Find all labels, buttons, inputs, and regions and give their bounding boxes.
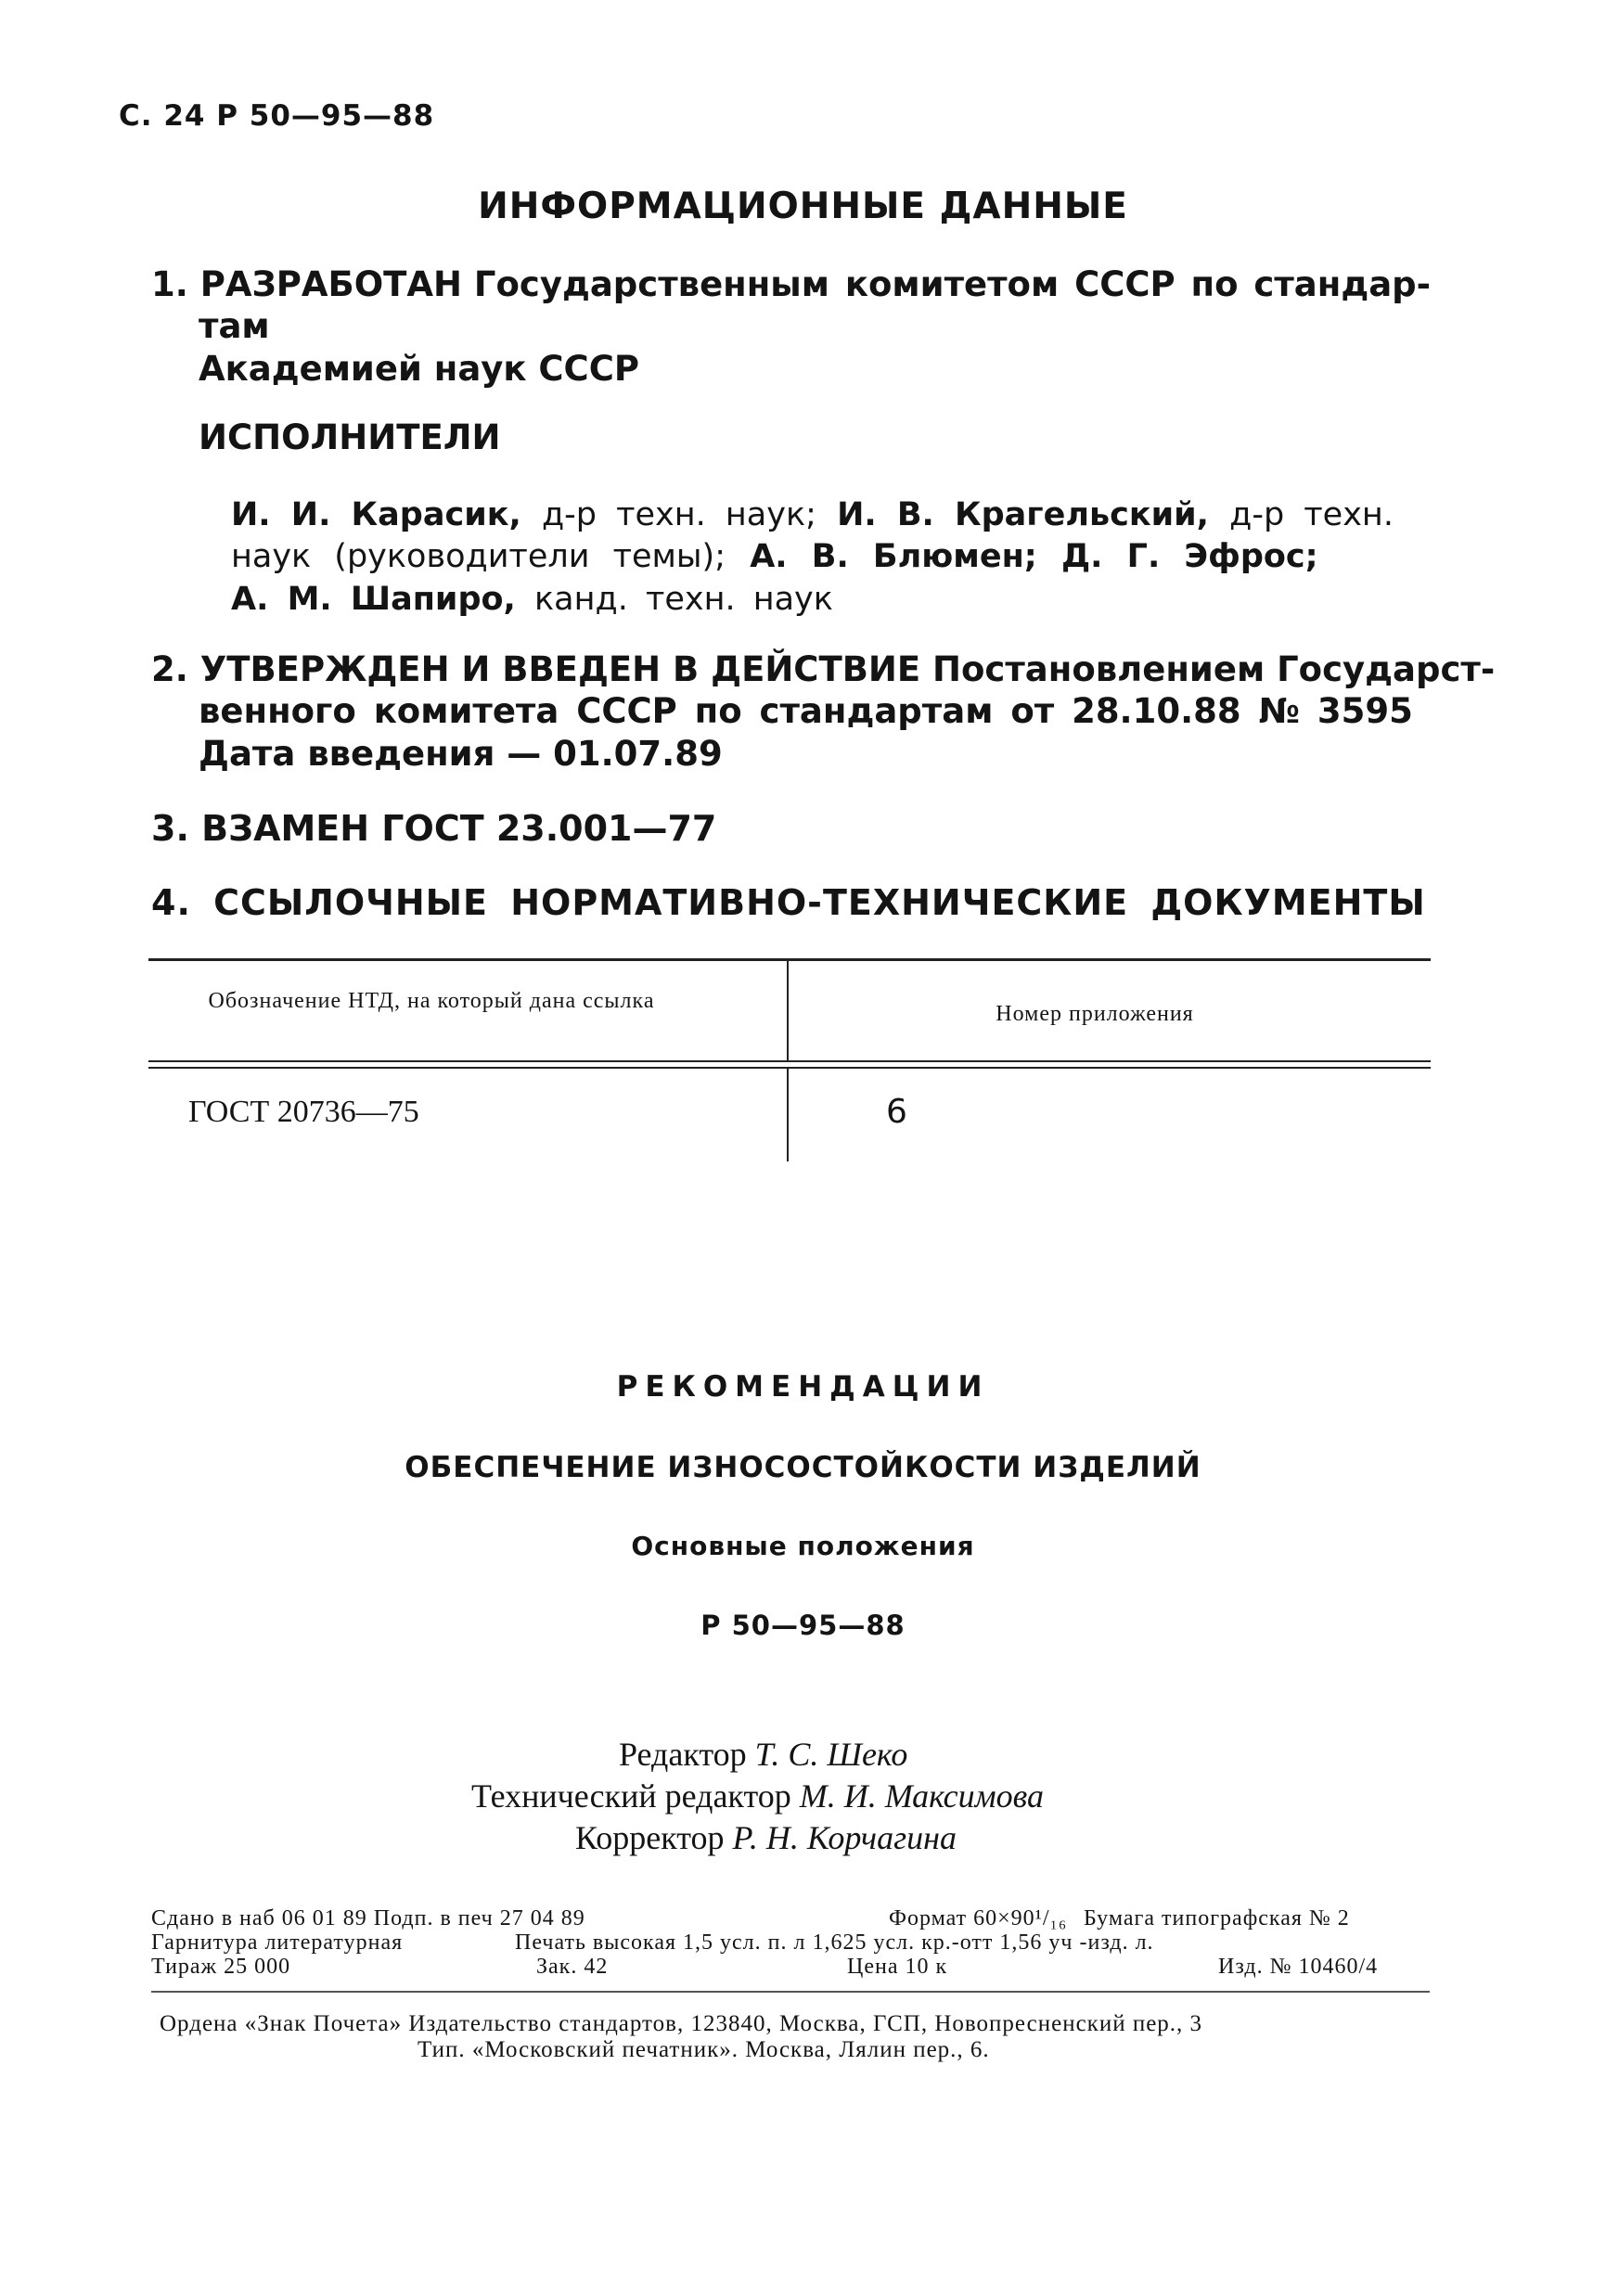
performers-line1 <box>231 496 1394 533</box>
item1-number: 1. <box>151 264 188 304</box>
recommendations-subtitle: ОБЕСПЕЧЕНИЕ ИЗНОСОСТОЙКОСТИ ИЗДЕЛИЙ <box>405 1451 1201 1484</box>
publisher-line2: Тип. «Московский печатник». Москва, Лялин пер., 6. <box>418 2037 990 2062</box>
performers-line3 <box>231 581 833 618</box>
corrector-name: Р. Н. Корчагина <box>732 1819 957 1856</box>
table-cell-appendix: 6 <box>886 1093 907 1131</box>
performers-line2 <box>231 538 1318 575</box>
item3-number: 3. <box>151 808 189 849</box>
item4-line <box>151 882 1426 923</box>
recommendations-code: Р 50—95—88 <box>700 1610 906 1641</box>
item4-text: ССЫЛОЧНЫЕ НОРМАТИВНО-ТЕХНИЧЕСКИЕ ДОКУМЕНТЫ <box>213 882 1426 923</box>
imprint-format: Формат 60×90¹/₁₆ <box>889 1906 1068 1930</box>
item1-text-line1: Государственным комитетом СССР по стандар- <box>473 264 1432 304</box>
corrector-role: Корректор <box>575 1819 725 1856</box>
section-title: ИНФОРМАЦИОННЫЕ ДАННЫЕ <box>478 186 1128 227</box>
table-header-doc: Обозначение НТД, на который дана ссылка <box>208 989 655 1013</box>
imprint-rule <box>151 1991 1430 1993</box>
performers-heading: ИСПОЛНИТЕЛИ <box>199 417 501 457</box>
imprint-paper: Бумага типографская № 2 <box>1084 1906 1350 1930</box>
item1-line1 <box>151 264 1431 304</box>
editor-role: Редактор <box>619 1736 747 1773</box>
editor-name: Т. С. Шеко <box>754 1736 908 1773</box>
imprint-typeface: Гарнитура литературная <box>151 1930 404 1955</box>
item1-text-line3: Академией наук СССР <box>199 349 639 389</box>
item2-text-line2: венного комитета СССР по стандартам от 28.10.88 № 3595 <box>199 691 1413 731</box>
performer-3-name: А. В. Блюмен; <box>750 538 1037 575</box>
tech-editor-role: Технический редактор <box>471 1777 791 1815</box>
item2-text-line1: Постановлением Государст- <box>932 649 1496 689</box>
item2-label: УТВЕРЖДЕН И ВВЕДЕН В ДЕЙСТВИЕ <box>199 649 921 689</box>
table-header-appendix: Номер приложения <box>996 1002 1194 1026</box>
publisher-line1: Ордена «Знак Почета» Издательство стандартов, 123840, Москва, ГСП, Новопресненский пер., 3 <box>160 2011 1203 2036</box>
item4-number: 4. <box>151 882 191 923</box>
editor-line <box>619 1735 907 1774</box>
item2-number: 2. <box>151 649 188 689</box>
imprint-submitted: Сдано в наб 06 01 89 Подп. в печ 27 04 89 <box>151 1906 585 1930</box>
performer-1-name: И. И. Карасик, <box>231 496 521 533</box>
recommendations-basics: Основные положения <box>631 1531 975 1561</box>
item2-text-line3: Дата введения — 01.07.89 <box>199 734 723 774</box>
imprint-edition: Изд. № 10460/4 <box>1218 1955 1379 1979</box>
table-cell-doc: ГОСТ 20736—75 <box>188 1095 419 1129</box>
tech-editor-name: М. И. Максимова <box>799 1777 1044 1815</box>
table-top-rule <box>148 958 1431 961</box>
table-header-rule-2 <box>148 1067 1431 1069</box>
performer-2-title: д-р техн. <box>1229 496 1394 533</box>
corrector-line <box>575 1818 957 1857</box>
performer-4-name: Д. Г. Эфрос; <box>1060 538 1318 575</box>
imprint-price: Цена 10 к <box>847 1955 948 1979</box>
page-header: С. 24 Р 50—95—88 <box>119 99 435 133</box>
imprint-print: Печать высокая 1,5 усл. п. л 1,625 усл. кр.-отт 1,56 уч -изд. л. <box>515 1930 1154 1955</box>
recommendations-title: РЕКОМЕНДАЦИИ <box>616 1370 990 1404</box>
item3-text: ВЗАМЕН ГОСТ 23.001—77 <box>201 808 717 849</box>
performer-1-title: д-р техн. наук; <box>541 496 816 533</box>
item1-label: РАЗРАБОТАН <box>199 264 462 304</box>
performer-2-name: И. В. Крагельский, <box>837 496 1209 533</box>
tech-editor-line <box>471 1777 1044 1815</box>
performer-2-title-cont: наук (руководители темы); <box>231 538 726 575</box>
item2-line1 <box>151 649 1495 689</box>
table-body-divider <box>787 1069 789 1161</box>
performer-5-name: А. М. Шапиро, <box>231 581 516 618</box>
performer-5-title: канд. техн. наук <box>534 581 833 618</box>
imprint-order: Зак. 42 <box>536 1955 609 1979</box>
imprint-run: Тираж 25 000 <box>151 1955 291 1979</box>
table-header-rule-1 <box>148 1060 1431 1062</box>
item1-text-line2: там <box>199 306 270 346</box>
item3-line <box>151 808 716 849</box>
